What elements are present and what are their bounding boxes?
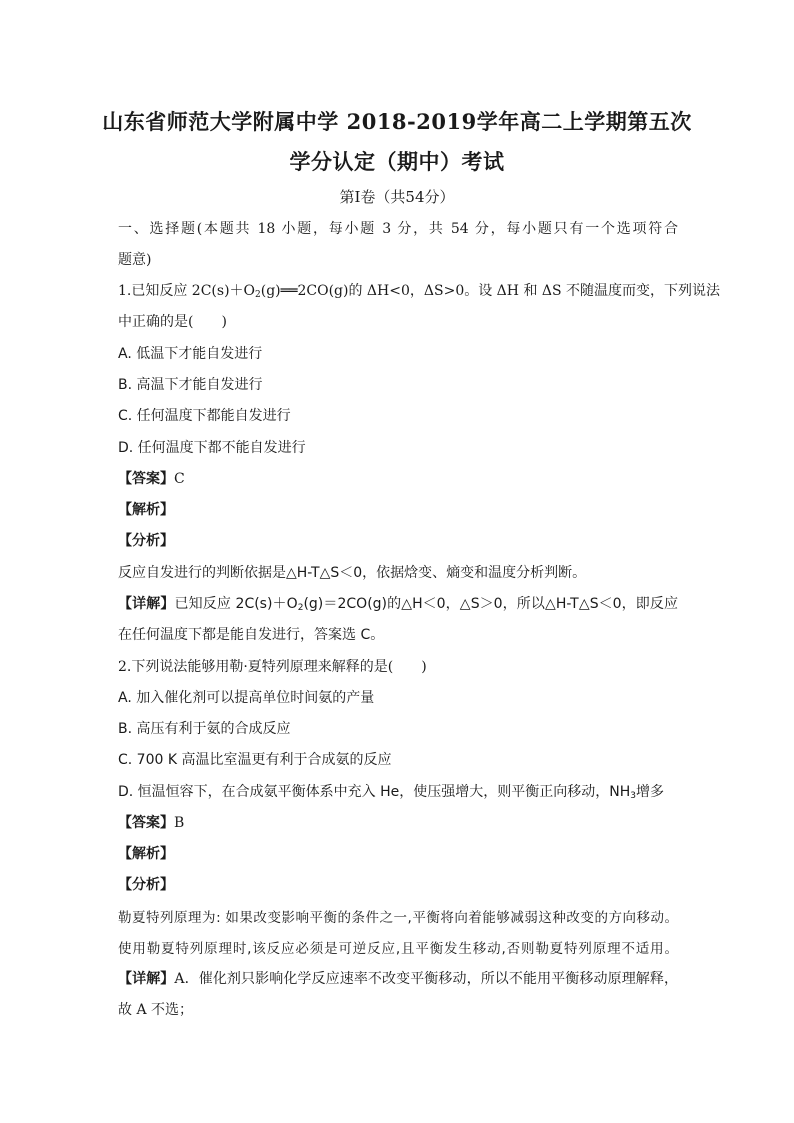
q2-detail-line-1: 【详解】A．催化剂只影响化学反应速率不改变平衡移动，所以不能用平衡移动原理解释， [118,971,679,987]
q2-option-b: B. 高压有利于氨的合成反应 [118,721,291,737]
part-heading-line-1: 一、选择题(本题共 18 小题，每小题 3 分，共 54 分，每小题只有一个选项符合 [118,221,678,237]
q2-answer: 【答案】B [118,815,185,831]
q1-answer: 【答案】C [118,471,185,487]
part-heading-line-2: 题意) [118,252,152,268]
q1-detail-line-1: 【详解】已知反应 $2C(s)+O_2(g)=2CO(g)$的△H＜0，△S＞0，所以△H-T△S＜0，即反应 [118,596,678,613]
exam-title-line-2: 学分认定（期中）考试 [289,149,505,174]
section-heading: 第Ⅰ卷（共54分） [339,188,455,206]
q2-analysis-line-2: 使用勒夏特列原理时,该反应必须是可逆反应,且平衡发生移动,否则勒夏特列原理不适用。 [118,941,678,957]
q2-option-d: D. 恒温恒容下，在合成氨平衡体系中充入 He，使压强增大，则平衡正向移动，$NH_3$增多 [118,784,665,801]
q1-jiexi-label: 【解析】 [118,502,174,518]
q2-jiexi-label: 【解析】 [118,846,174,862]
q2-stem: 2.下列说法能够用勒·夏特列原理来解释的是( ) [118,659,427,675]
q1-option-a: A. 低温下才能自发进行 [118,346,263,362]
q1-stem-line-2: 中正确的是( ) [118,314,227,330]
q1-option-d: D. 任何温度下都不能自发进行 [118,440,306,456]
q2-option-c: C. 700 K 高温比室温更有利于合成氨的反应 [118,752,392,768]
q2-analysis-line-1: 勒夏特列原理为: 如果改变影响平衡的条件之一,平衡将向着能够减弱这种改变的方向移动。 [118,910,678,926]
q2-detail-line-2: 故 A 不选； [118,1002,194,1018]
q1-fenxi-label: 【分析】 [118,533,174,549]
q1-detail-line-2: 在任何温度下都是能自发进行，答案选 C。 [118,627,385,643]
q1-option-b: B. 高温下才能自发进行 [118,377,263,393]
q1-stem-line-1: 1.已知反应 $2C(s)+O_2(g)══2CO(g)$的 ΔH<0，ΔS>0。设 ΔH 和 ΔS 不随温度而变，下列说法 [118,283,721,300]
q1-analysis: 反应自发进行的判断依据是△H-T△S＜0，依据焓变、熵变和温度分析判断。 [118,565,587,581]
exam-title-line-1: 山东省师范大学附属中学 2018-2019学年高二上学期第五次 [102,109,692,134]
q2-option-a: A. 加入催化剂可以提高单位时间氨的产量 [118,690,375,706]
q2-fenxi-label: 【分析】 [118,877,174,893]
q1-option-c: C. 任何温度下都能自发进行 [118,408,291,424]
